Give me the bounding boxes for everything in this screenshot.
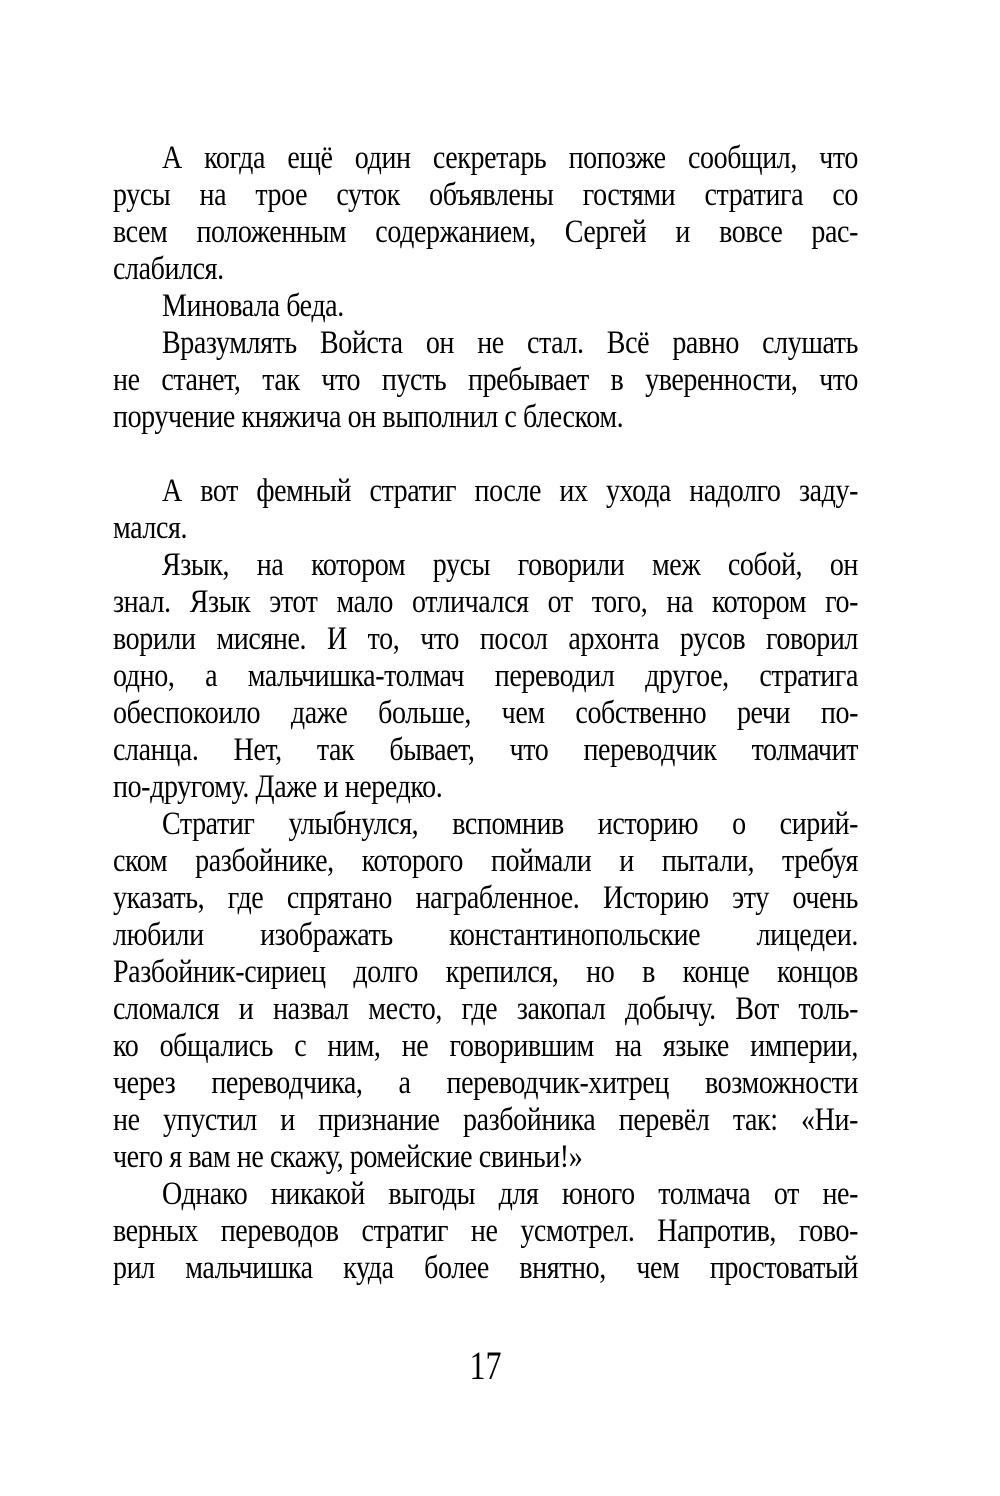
text-line: всем положенным содержанием, Сергей и вовсе рас- (113, 213, 858, 251)
paragraph (113, 806, 858, 1176)
text-line: через переводчика, а переводчик-хитрец возможности (113, 1064, 858, 1102)
text-line: Вразумлять Войста он не стал. Всё равно слушать (162, 324, 858, 362)
text-line: Однако никакой выгоды для юного толмача от не- (162, 1175, 858, 1213)
text-line: рил мальчишка куда более внятно, чем простоватый (113, 1249, 858, 1287)
text-line: Миновала беда. (162, 287, 344, 325)
text-column (113, 140, 858, 1287)
text-line: не станет, так что пусть пребывает в уверенности, что (113, 361, 858, 399)
text-line: обеспокоило даже больше, чем собственно речи по- (113, 694, 858, 732)
text-line: сланца. Нет, так бывает, что переводчик толмачит (113, 731, 858, 769)
text-line: поручение княжича он выполнил с блеском. (113, 398, 624, 436)
text-line: указать, где спрятано награбленное. Историю эту очень (113, 879, 858, 917)
text-line: любили изображать константинопольские лицедеи. (113, 916, 858, 954)
paragraph (113, 140, 858, 288)
text-line: ко общались с ним, не говорившим на языке империи, (113, 1027, 858, 1065)
text-line: Язык, на котором русы говорили меж собой, он (162, 546, 858, 584)
paragraph (113, 473, 858, 547)
text-line: чего я вам не скажу, ромейские свиньи!» (113, 1138, 583, 1176)
text-line: ворили мисяне. И то, что посол архонта русов говорил (113, 620, 858, 658)
text-line: А вот фемный стратиг после их ухода надолго заду- (162, 472, 858, 510)
text-line: слабился. (113, 250, 224, 288)
paragraph (113, 325, 858, 436)
text-line: Разбойник-сириец долго крепился, но в конце концов (113, 953, 858, 991)
text-line: верных переводов стратиг не усмотрел. Напротив, гово- (113, 1212, 858, 1250)
paragraph (113, 1176, 858, 1287)
text-line: А когда ещё один секретарь попозже сообщил, что (162, 139, 858, 177)
paragraph (113, 288, 858, 325)
text-line: русы на трое суток объявлены гостями стратига со (113, 176, 858, 214)
page-number: 17 (469, 1342, 502, 1388)
paragraph (113, 547, 858, 806)
text-line: сломался и назвал место, где закопал добычу. Вот толь- (113, 990, 858, 1028)
text-line: знал. Язык этот мало отличался от того, на котором го- (113, 583, 858, 621)
text-line: по-другому. Даже и нередко. (113, 768, 443, 806)
text-line: мался. (113, 509, 188, 547)
text-line: Стратиг улыбнулся, вспомнив историю о сирий- (162, 805, 858, 843)
text-line: ском разбойнике, которого поймали и пытали, требуя (113, 842, 858, 880)
text-line: одно, а мальчишка-толмач переводил другое, стратига (113, 657, 858, 695)
text-line: не упустил и признание разбойника перевёл так: «Ни- (113, 1101, 858, 1139)
